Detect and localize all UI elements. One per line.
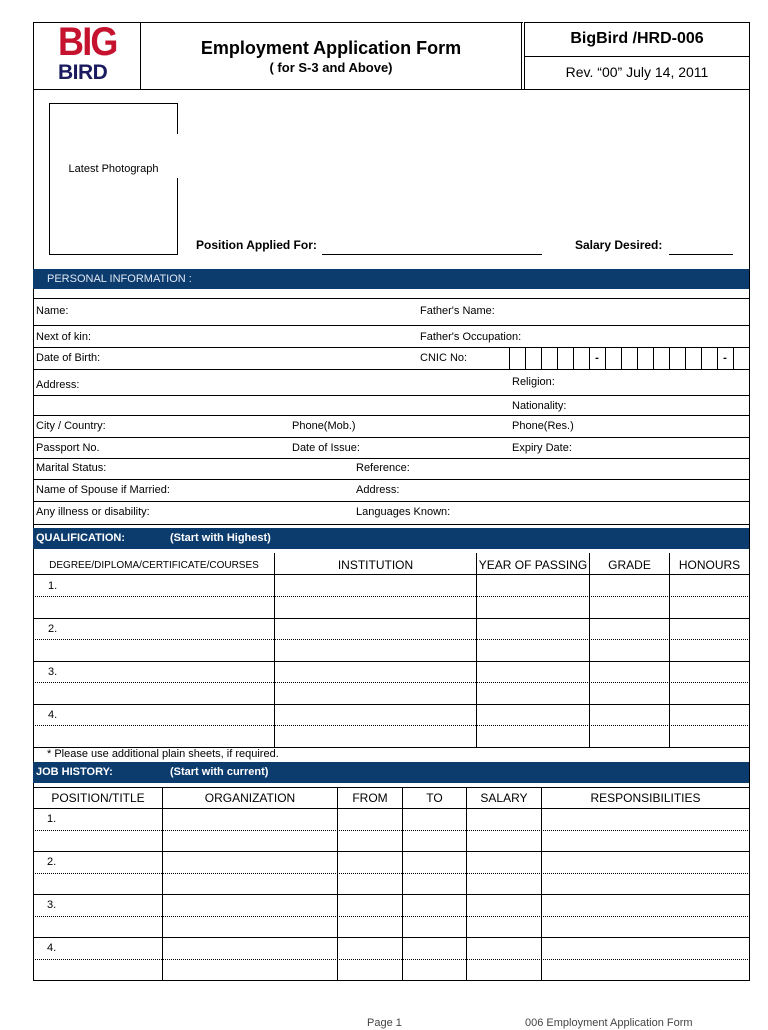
col-grade: GRADE: [608, 558, 651, 572]
marital-status-label: Marital Status:: [36, 462, 107, 474]
col-institution: INSTITUTION: [337, 558, 414, 572]
document-code: BigBird /HRD-006: [570, 30, 704, 47]
cnic-label: CNIC No:: [420, 352, 468, 364]
col-responsibilities: RESPONSIBILITIES: [590, 791, 701, 805]
phone-res-label: Phone(Res.): [512, 420, 574, 432]
qualification-row-3: 3.: [48, 666, 58, 678]
footer-file-name: 006 Employment Application Form: [525, 1017, 693, 1029]
spouse-name-label: Name of Spouse if Married:: [36, 484, 170, 496]
col-honours: HONOURS: [678, 558, 741, 572]
expiry-date-label: Expiry Date:: [512, 442, 572, 454]
col-to: TO: [426, 791, 443, 805]
revision-date: Rev. “00” July 14, 2011: [565, 64, 709, 80]
company-logo: [56, 20, 120, 84]
job-row-1: 1.: [47, 813, 57, 825]
salary-desired-field[interactable]: [669, 254, 733, 255]
job-row-3: 3.: [47, 899, 57, 911]
position-applied-field[interactable]: [322, 254, 542, 255]
photo-box[interactable]: [49, 103, 178, 255]
job-row-4: 4.: [47, 942, 57, 954]
passport-label: Passport No.: [36, 442, 100, 454]
fathers-name-label: Father's Name:: [420, 305, 495, 317]
cnic-dash-1: -: [595, 352, 599, 364]
reference-address-label: Address:: [356, 484, 400, 496]
personal-info-band: [33, 269, 749, 289]
qualification-subheading: (Start with Highest): [170, 532, 271, 544]
photo-label: Latest Photograph: [68, 163, 159, 175]
fathers-occupation-label: Father's Occupation:: [420, 331, 522, 343]
col-year-of-passing: YEAR OF PASSING: [478, 558, 588, 572]
qualification-row-1: 1.: [48, 580, 58, 592]
form-title: Employment Application Form: [200, 38, 462, 58]
job-history-band: [33, 762, 749, 783]
col-salary: SALARY: [480, 791, 528, 805]
name-label: Name:: [36, 305, 69, 317]
qualification-heading: QUALIFICATION:: [36, 532, 126, 544]
job-row-2: 2.: [47, 856, 57, 868]
illness-label: Any illness or disability:: [36, 506, 150, 518]
qualification-note: * Please use additional plain sheets, if required.: [47, 748, 279, 760]
religion-label: Religion:: [512, 376, 555, 388]
city-country-label: City / Country:: [36, 420, 106, 432]
next-of-kin-label: Next of kin:: [36, 331, 92, 343]
date-of-issue-label: Date of Issue:: [292, 442, 360, 454]
col-organization: ORGANIZATION: [204, 791, 296, 805]
col-from: FROM: [352, 791, 388, 805]
qualification-row-4: 4.: [48, 709, 58, 721]
form-subtitle: ( for S-3 and Above): [269, 60, 393, 75]
date-of-birth-label: Date of Birth:: [36, 352, 101, 364]
qualification-band: [33, 528, 749, 549]
col-degree: DEGREE/DIPLOMA/CERTIFICATE/COURSES: [49, 560, 259, 571]
job-history-heading: JOB HISTORY:: [36, 766, 113, 778]
qualification-row-2: 2.: [48, 623, 58, 635]
logo-top-text: BIG: [58, 20, 117, 64]
salary-desired-label: Salary Desired:: [575, 238, 663, 252]
nationality-label: Nationality:: [512, 400, 567, 412]
col-position-title: POSITION/TITLE: [51, 791, 145, 805]
languages-label: Languages Known:: [356, 506, 451, 518]
cnic-dash-2: -: [723, 352, 727, 364]
address-label: Address:: [36, 379, 80, 391]
reference-label: Reference:: [356, 462, 410, 474]
footer-page-number: Page 1: [367, 1017, 402, 1029]
logo-bottom-text: BIRD: [58, 61, 108, 84]
position-applied-label: Position Applied For:: [196, 238, 317, 252]
personal-info-heading: PERSONAL INFORMATION :: [47, 273, 192, 285]
job-history-subheading: (Start with current): [170, 766, 269, 778]
phone-mob-label: Phone(Mob.): [292, 420, 356, 432]
